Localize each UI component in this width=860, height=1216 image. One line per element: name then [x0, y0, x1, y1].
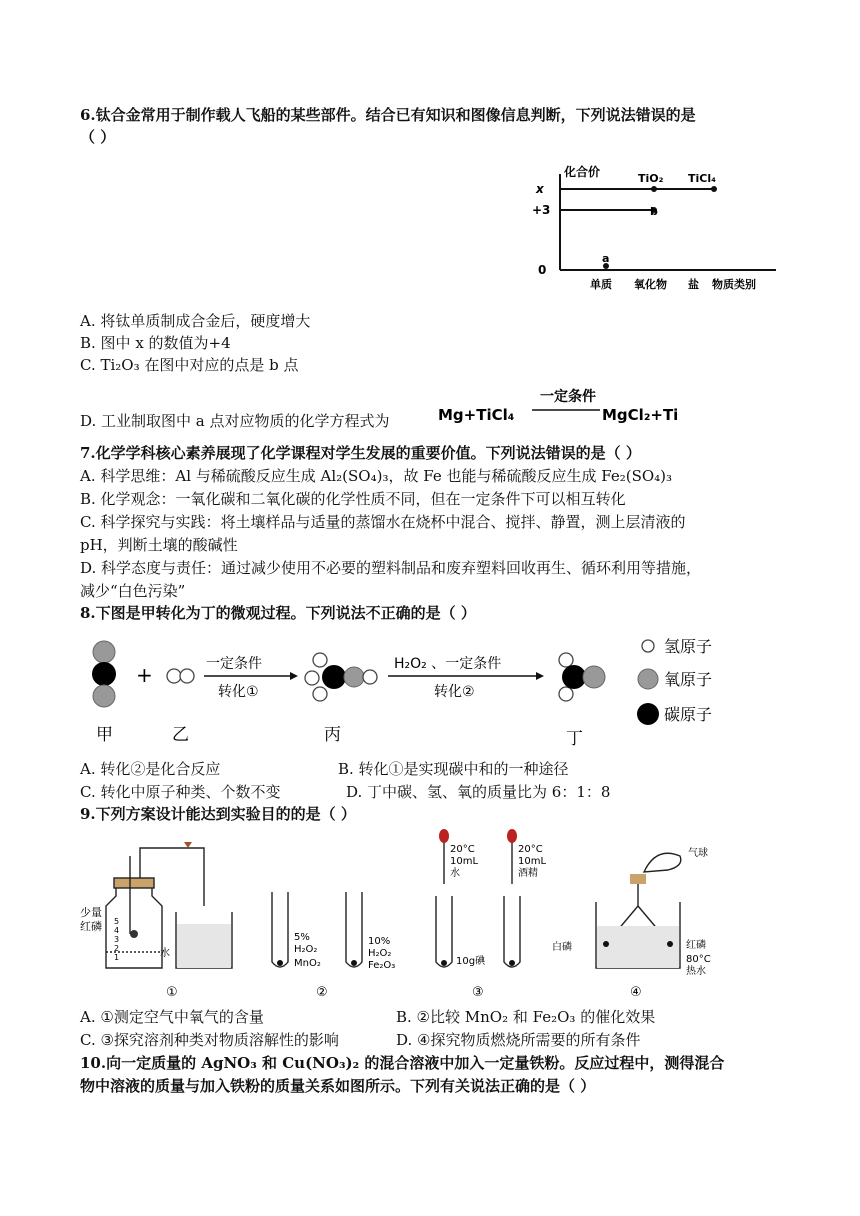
q9-option-d: D. ④探究物质燃烧所需要的所有条件 [396, 1031, 641, 1049]
label-bing: 丙 [324, 725, 341, 745]
label-jia: 甲 [96, 725, 113, 745]
legend-carbon: 碳原子 [664, 705, 713, 724]
num-3: ③ [472, 985, 484, 1000]
num-2: ② [316, 985, 328, 1000]
arrow1-bottom: 转化① [218, 684, 259, 700]
point-tio2 [651, 186, 657, 192]
label-ticl4: TiCl₄ [688, 172, 716, 185]
bing-h4 [363, 670, 377, 684]
q6-valence-chart [528, 160, 778, 295]
q7-option-c-line2: pH，判断土壤的酸碱性 [80, 536, 238, 554]
x-tick-single: 单质 [590, 278, 612, 291]
q9-option-b: B. ②比较 MnO₂ 和 Fe₂O₃ 的催化效果 [396, 1008, 656, 1026]
f1-label-b: 红磷 [80, 920, 102, 933]
q6-equation [436, 382, 696, 434]
f1-mark-4: 4 [114, 926, 120, 935]
q7-option-a: A. 科学思维：Al 与稀硫酸反应生成 Al₂(SO₄)₃，故 Fe 也能与稀硫酸反应生成 Fe₂(SO₄)₃ [80, 467, 673, 485]
y-tick-0: 0 [538, 263, 547, 277]
arrow2-head [536, 672, 544, 680]
q8-option-b: B. 转化①是实现碳中和的一种途径 [338, 760, 569, 778]
legend-hydrogen-icon [642, 640, 654, 652]
x-tick-oxide: 氧化物 [634, 278, 667, 291]
jia-oxygen-bottom [93, 685, 115, 707]
ding-carbon [562, 665, 586, 689]
q7-option-b: B. 化学观念：一氧化碳和二氧化碳的化学性质不同，但在一定条件下可以相互转化 [80, 490, 626, 508]
f1-label-water: 水 [160, 948, 170, 959]
label-b: b [650, 205, 658, 218]
q8-stem: 8.下图是甲转化为丁的微观过程。下列说法不正确的是（ ） [80, 604, 476, 622]
f2-pct-b: 10% [368, 936, 391, 947]
f4-white-p: 白磷 [552, 942, 572, 953]
y-axis-label: 化合价 [564, 165, 601, 179]
f4-hot-water: 热水 [686, 966, 706, 977]
q9-stem: 9.下列方案设计能达到实验目的的是（ ） [80, 805, 356, 823]
f3-temp-b: 20°C [518, 844, 543, 855]
point-ticl4 [711, 186, 717, 192]
q7-option-d-line1: D. 科学态度与责任：通过减少使用不必要的塑料制品和废弃塑料回收再生、循环利用等措施， [80, 559, 702, 577]
f1-mark-1: 1 [114, 953, 120, 962]
beaker-water [177, 924, 231, 968]
arrow2-top: H₂O₂ 、一定条件 [394, 656, 502, 672]
plus-sign: + [136, 663, 153, 687]
equation-right: MgCl₂+Ti [602, 406, 679, 424]
q10-stem-line1: 10.向一定质量的 AgNO₃ 和 Cu(NO₃)₂ 的混合溶液中加入一定量铁粉。反应过程中，测得混合 [80, 1054, 725, 1072]
tube-3b [504, 896, 520, 967]
legend-oxygen-icon [638, 669, 658, 689]
f1-label-a: 少量 [80, 906, 102, 919]
stopper-4 [630, 874, 646, 884]
jia-carbon [92, 662, 116, 686]
ding-h2 [559, 687, 573, 701]
q7-stem: 7.化学学科核心素养展现了化学课程对学生发展的重要价值。下列说法错误的是（ ） [80, 444, 641, 462]
q8-option-d: D. 丁中碳、氢、氧的质量比为 6：1：8 [346, 783, 611, 801]
arrow1-head [290, 672, 298, 680]
f3-alcohol: 酒精 [518, 868, 538, 879]
clamp-icon [184, 842, 192, 848]
arrow1-top: 一定条件 [206, 656, 262, 672]
ding-oxygen [583, 666, 605, 688]
f2-h2o2-a: H₂O₂ [294, 944, 318, 955]
q7-option-c-line1: C. 科学探究与实践：将土壤样品与适量的蒸馏水在烧杯中混合、搅拌、静置，测上层清液的 [80, 513, 686, 531]
tube-2b [346, 892, 362, 967]
y-tick-3: +3 [532, 203, 551, 217]
tube-3a [436, 896, 452, 967]
red-phosphorus [130, 930, 138, 938]
q6-option-b: B. 图中 x 的数值为+4 [80, 334, 231, 352]
f2-pct-a: 5% [294, 932, 310, 943]
q7-option-d-line2: 减少“白色污染” [80, 582, 186, 600]
yi-hydrogen-2 [180, 669, 194, 683]
q6-option-c: C. Ti₂O₃ 在图中对应的点是 b 点 [80, 356, 299, 374]
equation-condition: 一定条件 [540, 389, 596, 405]
label-tio2: TiO₂ [638, 172, 664, 185]
q10-stem-line2: 物中溶液的质量与加入铁粉的质量关系如图所示。下列有关说法正确的是（ ） [80, 1077, 596, 1095]
f1-mark-5: 5 [114, 917, 120, 926]
q9-option-c: C. ③探究溶剂种类对物质溶解性的影响 [80, 1031, 339, 1049]
f3-iodine: 10g碘 [456, 956, 486, 967]
f1-mark-2: 2 [114, 944, 120, 953]
equation-left: Mg+TiCl₄ [438, 406, 515, 424]
yi-hydrogen-1 [167, 669, 181, 683]
f3-temp-a: 20°C [450, 844, 475, 855]
x-axis-label: 物质类别 [712, 278, 756, 291]
num-4: ④ [630, 985, 642, 1000]
ding-h1 [559, 653, 573, 667]
f2-fe2o3: Fe₂O₃ [368, 960, 396, 971]
y-tick-x: x [536, 182, 544, 196]
bing-h2 [305, 671, 319, 685]
f2-h2o2-b: H₂O₂ [368, 948, 392, 959]
connecting-tube [140, 848, 204, 906]
q8-option-a: A. 转化②是化合反应 [80, 760, 221, 778]
label-a: a [602, 252, 610, 265]
dropper-bulb-2 [507, 829, 517, 843]
arrow2-bottom: 转化② [434, 684, 475, 700]
f2-mno2: MnO₂ [294, 958, 321, 969]
balloon [644, 853, 681, 872]
legend-hydrogen: 氢原子 [664, 637, 713, 656]
q9-apparatus-figure [76, 826, 770, 1004]
bing-h1 [313, 653, 327, 667]
f4-temp: 80°C [686, 954, 711, 965]
f4-red-p: 红磷 [686, 940, 706, 951]
x-tick-salt: 盐 [688, 278, 699, 291]
legend-carbon-icon [637, 703, 659, 725]
label-ding: 丁 [566, 729, 583, 749]
bing-oxygen [344, 667, 364, 687]
legend-oxygen: 氧原子 [664, 670, 713, 689]
jia-oxygen-top [93, 641, 115, 663]
f4-balloon: 气球 [688, 848, 708, 859]
q8-option-c: C. 转化中原子种类、个数不变 [80, 783, 281, 801]
label-yi: 乙 [172, 725, 189, 745]
bing-h3 [313, 687, 327, 701]
q8-micro-diagram [80, 630, 760, 750]
f3-vol-b: 10mL [518, 856, 547, 867]
q9-option-a: A. ①测定空气中氧气的含量 [80, 1008, 264, 1026]
bing-carbon [322, 665, 346, 689]
f3-water: 水 [450, 868, 460, 879]
num-1: ① [166, 985, 178, 1000]
q6-option-a: A. 将钛单质制成合金后，硬度增大 [80, 312, 311, 330]
q6-option-d: D. 工业制取图中 a 点对应物质的化学方程式为 [80, 412, 390, 430]
f1-mark-3: 3 [114, 935, 120, 944]
flask-stopper [114, 878, 154, 888]
hot-water [597, 926, 679, 968]
q6-stem-line2: （ ） [80, 128, 116, 146]
f3-vol-a: 10mL [450, 856, 479, 867]
dropper-bulb-1 [439, 829, 449, 843]
q6-stem-line1: 6.钛合金常用于制作载人飞船的某些部件。结合已有知识和图像信息判断，下列说法错误的是 [80, 106, 696, 124]
tube-2a [272, 892, 288, 967]
